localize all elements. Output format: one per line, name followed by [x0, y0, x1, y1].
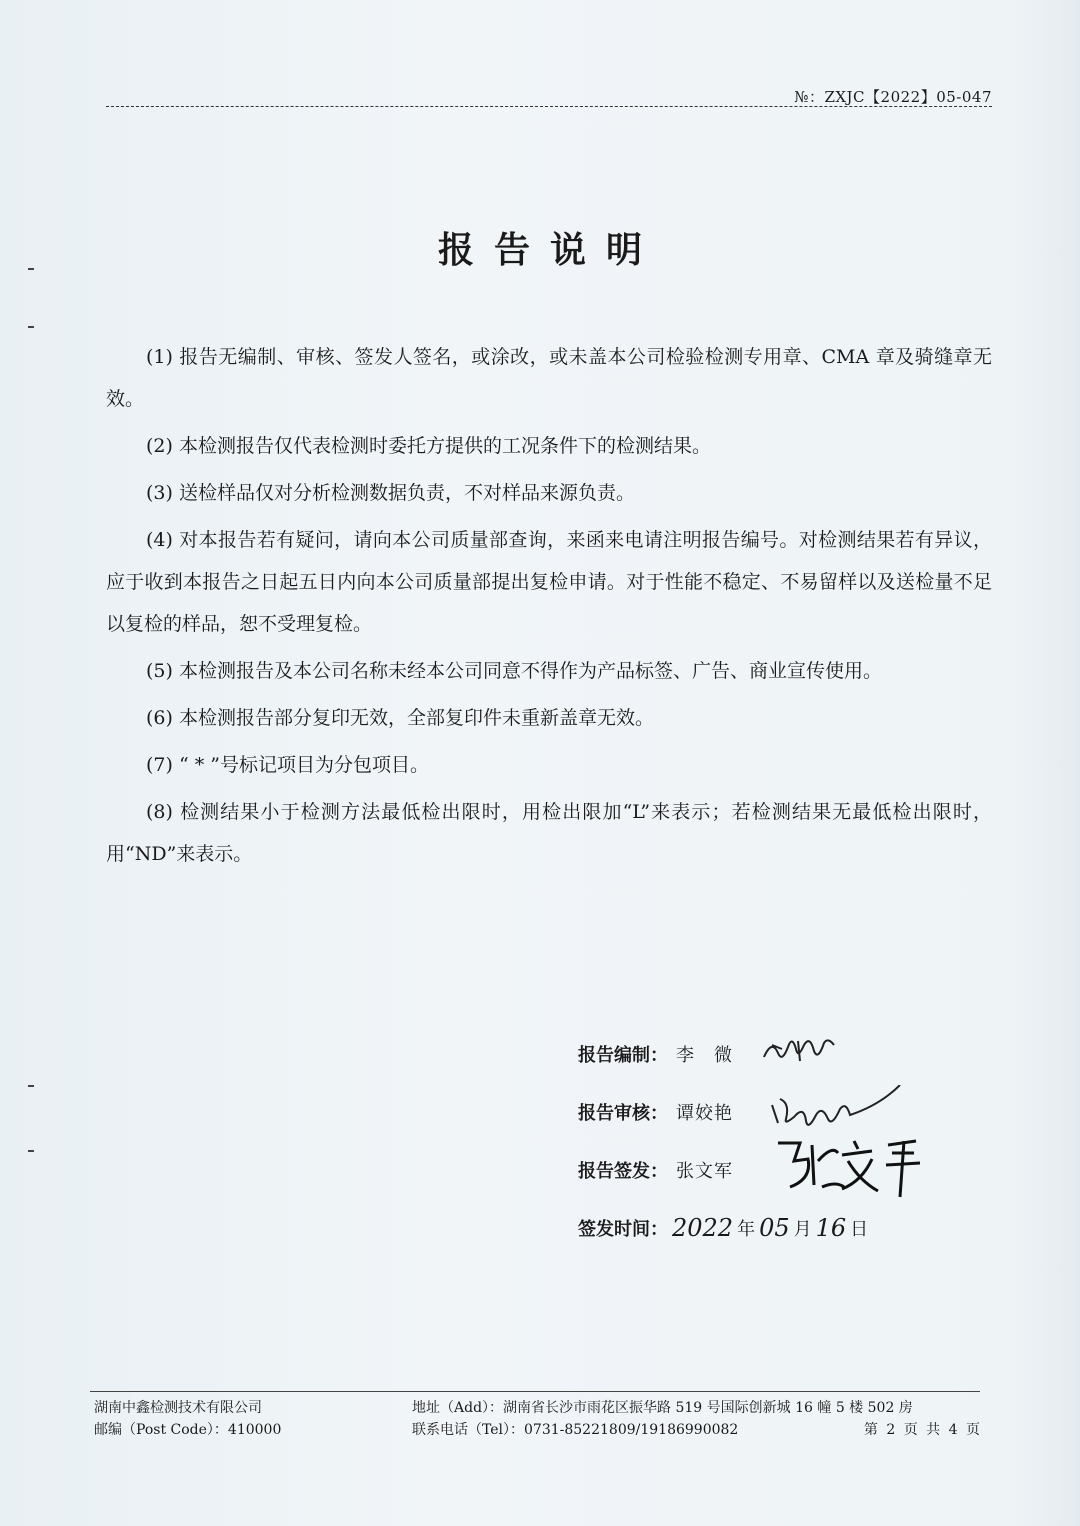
issued-label: 报告签发：: [578, 1161, 668, 1182]
note-item: (7) “ * ”号标记项目为分包项目。: [146, 754, 429, 776]
date-label: 签发时间：: [578, 1219, 668, 1240]
edge-mark: [28, 326, 34, 328]
date-year-handwritten: 2022: [672, 1214, 734, 1242]
note-item: (4) 对本报告若有疑问，请向本公司质量部查询，来函来电请注明报告编号。对检测结果若有异议，应于收到本报告之日起五日内向本公司质量部提出复检申请。对于性能不稳定、不易留样以及送检量不足以复检的样品，恕不受理复检。: [106, 529, 992, 635]
address: 地址（Add）：湖南省长沙市雨花区振华路 519 号国际创新城 16 幢 5 楼 502 房: [412, 1400, 913, 1416]
compiled-label: 报告编制：: [578, 1045, 668, 1066]
note-item: (1) 报告无编制、审核、签发人签名，或涂改，或未盖本公司检验检测专用章、CMA 章及骑缝章无效。: [106, 346, 992, 410]
date-month-handwritten: 05: [759, 1214, 790, 1242]
phone: 联系电话（Tel）：0731-85221809/19186990082: [412, 1422, 739, 1438]
reviewed-name: 谭姣艳: [676, 1103, 733, 1124]
compiled-row: [578, 1025, 998, 1083]
reviewed-signature: [768, 1085, 918, 1135]
issued-name: 张文军: [676, 1161, 733, 1182]
note-item: (8) 检测结果小于检测方法最低检出限时，用检出限加“L”来表示；若检测结果无最低检出限时，用“ND”来表示。: [106, 801, 992, 865]
issued-row: [578, 1141, 998, 1199]
day-unit: 日: [850, 1219, 869, 1240]
footer-left: [94, 1397, 281, 1441]
edge-mark: [28, 1085, 34, 1087]
issued-signature: [768, 1131, 938, 1201]
signature-block: [578, 1025, 998, 1257]
notes-list: [106, 336, 992, 880]
page-count: 第 2 页 共 4 页: [863, 1422, 982, 1438]
footer-right: [412, 1397, 982, 1441]
reviewed-label: 报告审核：: [578, 1103, 668, 1124]
note-item: (5) 本检测报告及本公司名称未经本公司同意不得作为产品标签、广告、商业宣传使用。: [146, 660, 882, 682]
footer-divider: [90, 1391, 980, 1392]
compiled-name: 李 微: [676, 1045, 733, 1066]
note-item: (2) 本检测报告仅代表检测时委托方提供的工况条件下的检测结果。: [146, 435, 711, 457]
postcode: 邮编（Post Code）：410000: [94, 1422, 282, 1438]
note-item: (3) 送检样品仅对分析检测数据负责，不对样品来源负责。: [146, 482, 635, 504]
note-item: (6) 本检测报告部分复印无效，全部复印件未重新盖章无效。: [146, 707, 654, 729]
company-name: 湖南中鑫检测技术有限公司: [94, 1400, 262, 1416]
month-unit: 月: [793, 1219, 812, 1240]
compiled-signature: [758, 1027, 848, 1077]
year-unit: 年: [737, 1219, 756, 1240]
edge-mark: [28, 1150, 34, 1152]
header-divider: [106, 106, 992, 107]
date-day-handwritten: 16: [815, 1214, 847, 1242]
issue-date-row: [578, 1199, 998, 1257]
page-title: 报告说明: [437, 230, 662, 271]
report-number: №：ZXJC【2022】05-047: [794, 88, 992, 106]
